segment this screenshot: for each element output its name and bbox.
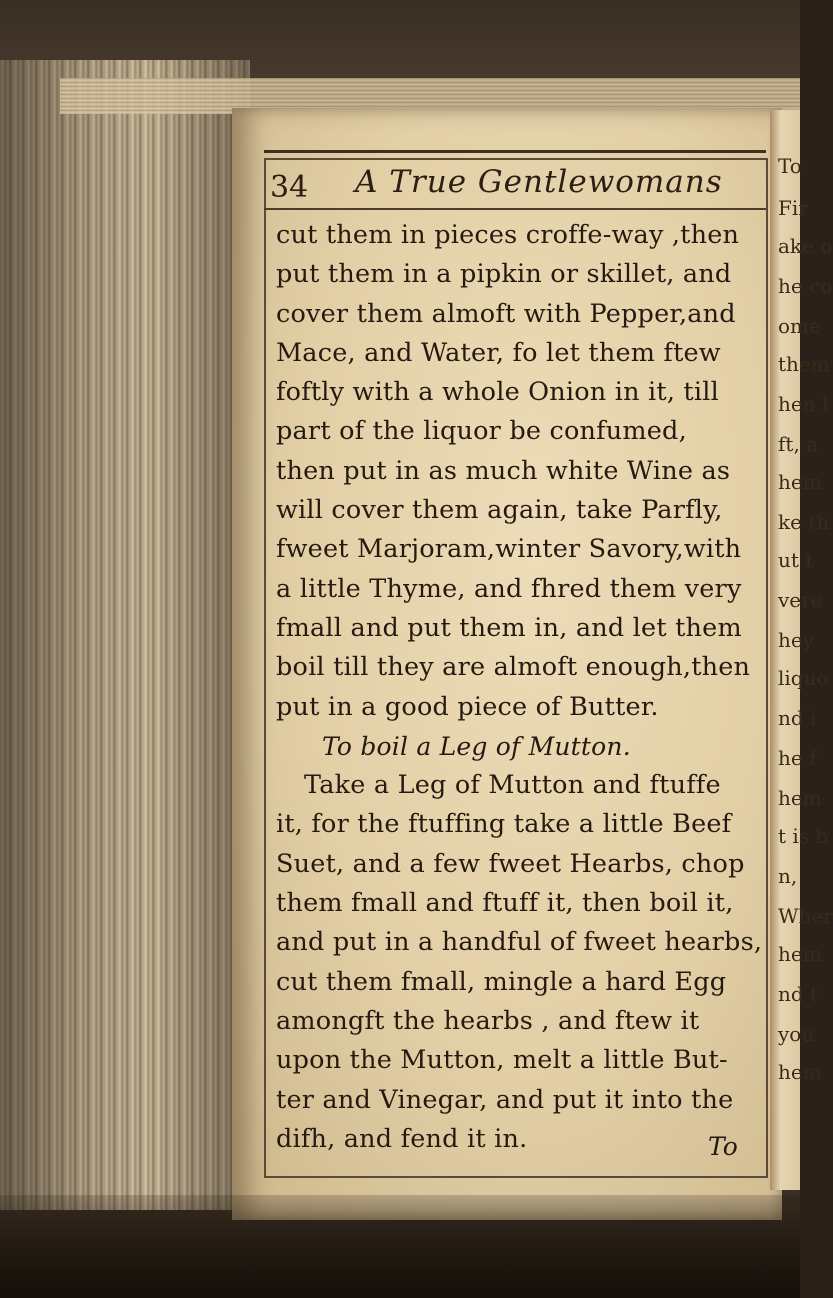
facing-page-fragment: To	[778, 154, 802, 178]
text-line: and put in a handful of fweet hearbs,	[276, 927, 763, 958]
facing-page-fragment: hem	[778, 942, 822, 966]
header-divider-rule	[264, 208, 766, 210]
text-line: then put in as much white Wine as	[276, 455, 731, 486]
text-line: cut them in pieces croffe-way ,then	[276, 220, 740, 250]
text-line: fweet Marjoram,winter Savory,with	[276, 534, 742, 565]
text-line: will cover them again, take Parfly,	[276, 495, 723, 526]
text-line: fmall and put them in, and let them	[276, 612, 742, 643]
text-line: Suet, and a few fweet Hearbs, chop	[276, 848, 745, 879]
facing-page-fragment: ut t	[778, 548, 814, 572]
facing-page-fragment: t is b	[778, 824, 829, 848]
facing-page-fragment: ke th	[778, 510, 830, 534]
text-line: Mace, and Water, fo let them ftew	[276, 337, 721, 368]
text-line: boil till they are almoft enough,then	[276, 652, 751, 683]
text-line: difh, and fend it in.	[276, 1123, 528, 1154]
facing-page-strip	[770, 110, 833, 1190]
text-line: them fmall and ftuff it, then boil it,	[276, 888, 734, 919]
running-head: A True Gentlewomans	[355, 164, 723, 200]
catchword: To	[708, 1132, 738, 1161]
facing-page-fragment: nd i	[778, 706, 817, 730]
text-line: part of the liquor be confumed,	[276, 416, 687, 447]
facing-page-fragment: hey	[778, 628, 815, 652]
page-body-text	[276, 216, 764, 1159]
facing-page-fragment: he f	[778, 746, 817, 770]
text-line: Take a Leg of Mutton and ftuffe	[304, 770, 721, 801]
page-number: 34	[270, 170, 309, 205]
facing-page-fragment: hem	[778, 470, 822, 494]
facing-page-fragment: Wher	[778, 904, 833, 928]
facing-page-fragment: Fir	[778, 196, 808, 220]
facing-page-fragment: n,	[778, 864, 798, 888]
facing-page-fragment: liquo	[778, 666, 829, 690]
facing-page-fragment: hem	[778, 786, 822, 810]
facing-page-fragment: you	[778, 1022, 815, 1046]
top-border-rule	[264, 150, 766, 153]
text-line: it, for the ftuffing take a little Beef	[276, 809, 732, 840]
facing-page-fragment: ome	[778, 314, 821, 338]
recipe-heading: To boil a Leg of Mutton.	[322, 731, 631, 761]
text-line: foftly with a whole Onion in it, till	[276, 377, 719, 408]
facing-page-fragment: hen l	[778, 392, 829, 416]
text-line: cut them fmall, mingle a hard Egg	[276, 966, 727, 997]
facing-page-fragment: them	[778, 352, 830, 376]
text-line: put in a good piece of Butter.	[276, 691, 659, 722]
facing-page-fragment: he co	[778, 274, 833, 298]
text-line: put them in a pipkin or skillet, and	[276, 259, 732, 290]
facing-page-fragment: hem	[778, 1060, 822, 1084]
text-line: cover them almoft with Pepper,and	[276, 298, 736, 329]
text-line: ter and Vinegar, and put it into the	[276, 1084, 734, 1115]
facing-page-fragment: nd t	[778, 982, 819, 1006]
text-line: amongft the hearbs , and ftew it	[276, 1005, 700, 1036]
facing-page-fragment: ake o	[778, 234, 833, 258]
text-line: upon the Mutton, melt a little But-	[276, 1045, 728, 1076]
facing-page-fragment: vere	[778, 588, 823, 612]
page-edges-shadow	[0, 60, 250, 1210]
facing-page-fragment: ft, a	[778, 432, 819, 456]
text-line: a little Thyme, and fhred them very	[276, 573, 742, 604]
bottom-shadow	[0, 1195, 800, 1298]
